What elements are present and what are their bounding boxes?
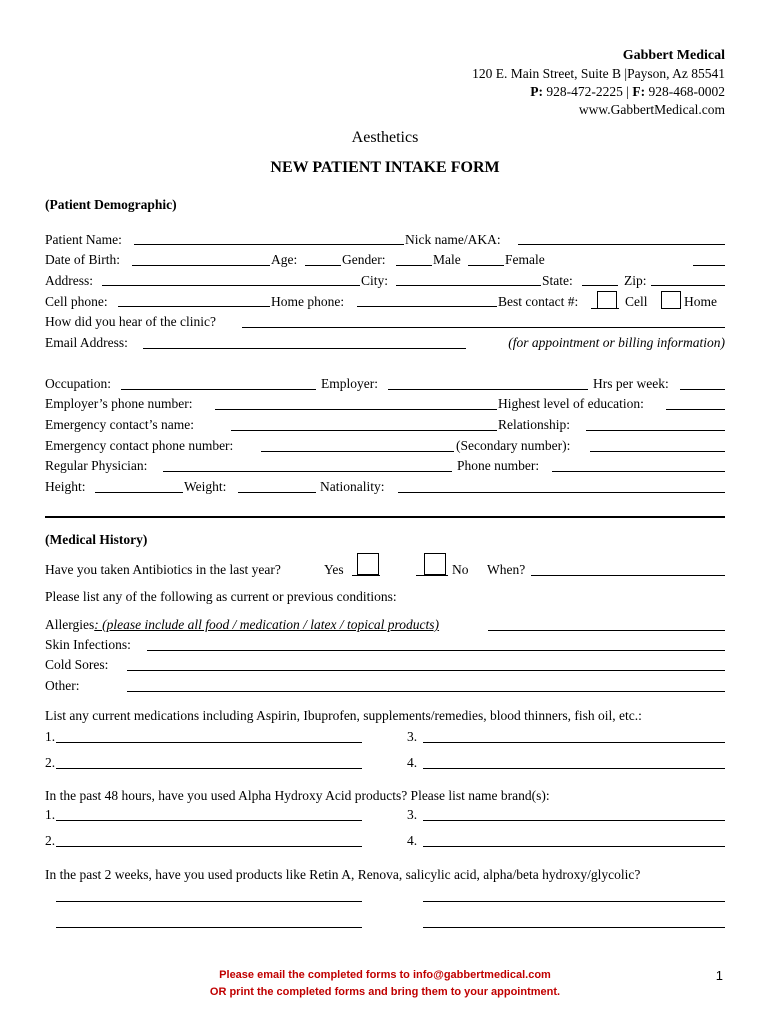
state-label: State: <box>542 273 573 288</box>
antibiotics-no-checkbox[interactable] <box>424 553 446 575</box>
allergies-field[interactable] <box>488 630 725 631</box>
nationality-field[interactable] <box>398 492 725 493</box>
allergies-note: : (please include all food / medication / latex / topical products) <box>94 617 440 632</box>
email-label: Email Address: <box>45 335 128 350</box>
phone-number: 928-472-2225 | <box>543 84 633 99</box>
city-field[interactable] <box>396 285 541 286</box>
best-contact-label: Best contact #: <box>498 294 579 309</box>
aha-1-label: 1. <box>45 807 56 822</box>
patient-name-field[interactable] <box>134 244 404 245</box>
weight-field[interactable] <box>238 492 316 493</box>
physician-phone-field[interactable] <box>552 471 725 472</box>
female-label: Female <box>505 252 545 267</box>
city-label: City: <box>361 273 389 288</box>
aha-4-label: 4. <box>407 833 418 848</box>
antibiotics-yes-underline <box>352 575 380 576</box>
cell-phone-label: Cell phone: <box>45 294 108 309</box>
other-conditions-field[interactable] <box>127 691 725 692</box>
home-phone-field[interactable] <box>357 306 497 307</box>
antibiotics-when-field[interactable] <box>531 575 725 576</box>
retin-2-field[interactable] <box>56 927 362 928</box>
company-phone-fax <box>530 85 725 99</box>
medication-1-field[interactable] <box>56 742 362 743</box>
section-patient-demographic: (Patient Demographic) <box>45 197 177 212</box>
phone-label: P: <box>530 84 544 99</box>
medication-3-label: 3. <box>407 729 418 744</box>
aha-3-field[interactable] <box>423 820 725 821</box>
patient-name-label: Patient Name: <box>45 232 122 247</box>
aha-1-field[interactable] <box>56 820 362 821</box>
emergency-phone-field[interactable] <box>261 451 454 452</box>
skin-infections-label: Skin Infections: <box>45 637 131 652</box>
aha-question: In the past 48 hours, have you used Alpha Hydroxy Acid products? Please list name brand(s): <box>45 788 550 803</box>
state-field[interactable] <box>582 285 618 286</box>
aha-2-field[interactable] <box>56 846 362 847</box>
gender-other-field[interactable] <box>693 265 725 266</box>
antibiotics-no-underline <box>416 575 448 576</box>
medication-1-label: 1. <box>45 729 56 744</box>
age-field[interactable] <box>305 265 341 266</box>
occupation-field[interactable] <box>121 389 316 390</box>
secondary-number-field[interactable] <box>590 451 725 452</box>
company-website: www.GabbertMedical.com <box>578 102 725 117</box>
relationship-label: Relationship: <box>498 417 570 432</box>
referral-source-label: How did you hear of the clinic? <box>45 314 216 329</box>
footer-print-instruction: OR print the completed forms and bring them to your appointment. <box>209 986 561 998</box>
company-name: Gabbert Medical <box>622 48 725 63</box>
antibiotics-yes-label: Yes <box>324 562 344 577</box>
cell-phone-field[interactable] <box>118 306 270 307</box>
fax-number: 928-468-0002 <box>645 84 725 99</box>
height-label: Height: <box>45 479 86 494</box>
nickname-field[interactable] <box>518 244 725 245</box>
cold-sores-field[interactable] <box>127 670 725 671</box>
antibiotics-when-label: When? <box>487 562 526 577</box>
aha-2-label: 2. <box>45 833 56 848</box>
referral-source-field[interactable] <box>242 327 725 328</box>
email-note: (for appointment or billing information) <box>508 335 725 350</box>
zip-field[interactable] <box>651 285 725 286</box>
gender-label: Gender: <box>342 252 386 267</box>
male-field[interactable] <box>396 265 432 266</box>
occupation-label: Occupation: <box>45 376 111 391</box>
dob-label: Date of Birth: <box>45 252 120 267</box>
section-divider <box>45 516 725 518</box>
aha-3-label: 3. <box>407 807 418 822</box>
antibiotics-yes-checkbox[interactable] <box>357 553 379 575</box>
emergency-name-label: Emergency contact’s name: <box>45 417 194 432</box>
employer-label: Employer: <box>321 376 378 391</box>
medication-2-field[interactable] <box>56 768 362 769</box>
fax-label: F: <box>632 84 646 99</box>
retin-question: In the past 2 weeks, have you used products like Retin A, Renova, salicylic acid, alpha/beta hydroxy/glycolic? <box>45 867 641 882</box>
medication-4-field[interactable] <box>423 768 725 769</box>
physician-phone-label: Phone number: <box>457 458 540 473</box>
height-field[interactable] <box>95 492 183 493</box>
weight-label: Weight: <box>184 479 227 494</box>
medications-question: List any current medications including Aspirin, Ibuprofen, supplements/remedies, blood thinners, fish oil, etc.: <box>45 708 642 723</box>
conditions-instruction: Please list any of the following as current or previous conditions: <box>45 589 397 604</box>
company-address: 120 E. Main Street, Suite B |Payson, Az 85541 <box>472 66 725 81</box>
medication-4-label: 4. <box>407 755 418 770</box>
home-option-label: Home <box>684 294 717 309</box>
age-label: Age: <box>271 252 298 267</box>
emergency-phone-label: Emergency contact phone number: <box>45 438 234 453</box>
cell-checkbox[interactable] <box>597 291 617 309</box>
home-checkbox[interactable] <box>661 291 681 309</box>
best-contact-underline <box>591 308 619 309</box>
hours-label: Hrs per week: <box>593 376 669 391</box>
physician-field[interactable] <box>163 471 452 472</box>
nickname-label: Nick name/AKA: <box>405 232 501 247</box>
secondary-number-label: (Secondary number): <box>456 438 571 453</box>
education-field[interactable] <box>666 409 725 410</box>
medication-2-label: 2. <box>45 755 56 770</box>
female-field[interactable] <box>468 265 504 266</box>
male-label: Male <box>433 252 461 267</box>
cell-option-label: Cell <box>625 294 648 309</box>
employer-phone-field[interactable] <box>215 409 497 410</box>
retin-3-field[interactable] <box>423 901 725 902</box>
footer-email-instruction: Please email the completed forms to info@gabbertmedical.com <box>219 969 551 981</box>
nationality-label: Nationality: <box>320 479 385 494</box>
retin-1-field[interactable] <box>56 901 362 902</box>
physician-label: Regular Physician: <box>45 458 148 473</box>
address-field[interactable] <box>102 285 360 286</box>
emergency-name-field[interactable] <box>231 430 497 431</box>
zip-label: Zip: <box>624 273 647 288</box>
employer-field[interactable] <box>388 389 588 390</box>
section-medical-history: (Medical History) <box>45 532 148 547</box>
retin-4-field[interactable] <box>423 927 725 928</box>
medication-3-field[interactable] <box>423 742 725 743</box>
page-number: 1 <box>715 968 723 983</box>
form-title: NEW PATIENT INTAKE FORM <box>270 159 500 176</box>
email-field[interactable] <box>143 348 466 349</box>
cold-sores-label: Cold Sores: <box>45 657 109 672</box>
address-label: Address: <box>45 273 93 288</box>
department-title: Aesthetics <box>351 129 419 146</box>
antibiotics-no-label: No <box>452 562 469 577</box>
employer-phone-label: Employer’s phone number: <box>45 396 193 411</box>
relationship-field[interactable] <box>586 430 725 431</box>
antibiotics-question: Have you taken Antibiotics in the last year? <box>45 562 281 577</box>
dob-field[interactable] <box>132 265 270 266</box>
education-label: Highest level of education: <box>498 396 644 411</box>
allergies-label <box>45 618 439 632</box>
other-conditions-label: Other: <box>45 678 80 693</box>
allergies-title: Allergies <box>45 617 95 632</box>
home-phone-label: Home phone: <box>271 294 345 309</box>
aha-4-field[interactable] <box>423 846 725 847</box>
hours-field[interactable] <box>680 389 725 390</box>
skin-infections-field[interactable] <box>147 650 725 651</box>
